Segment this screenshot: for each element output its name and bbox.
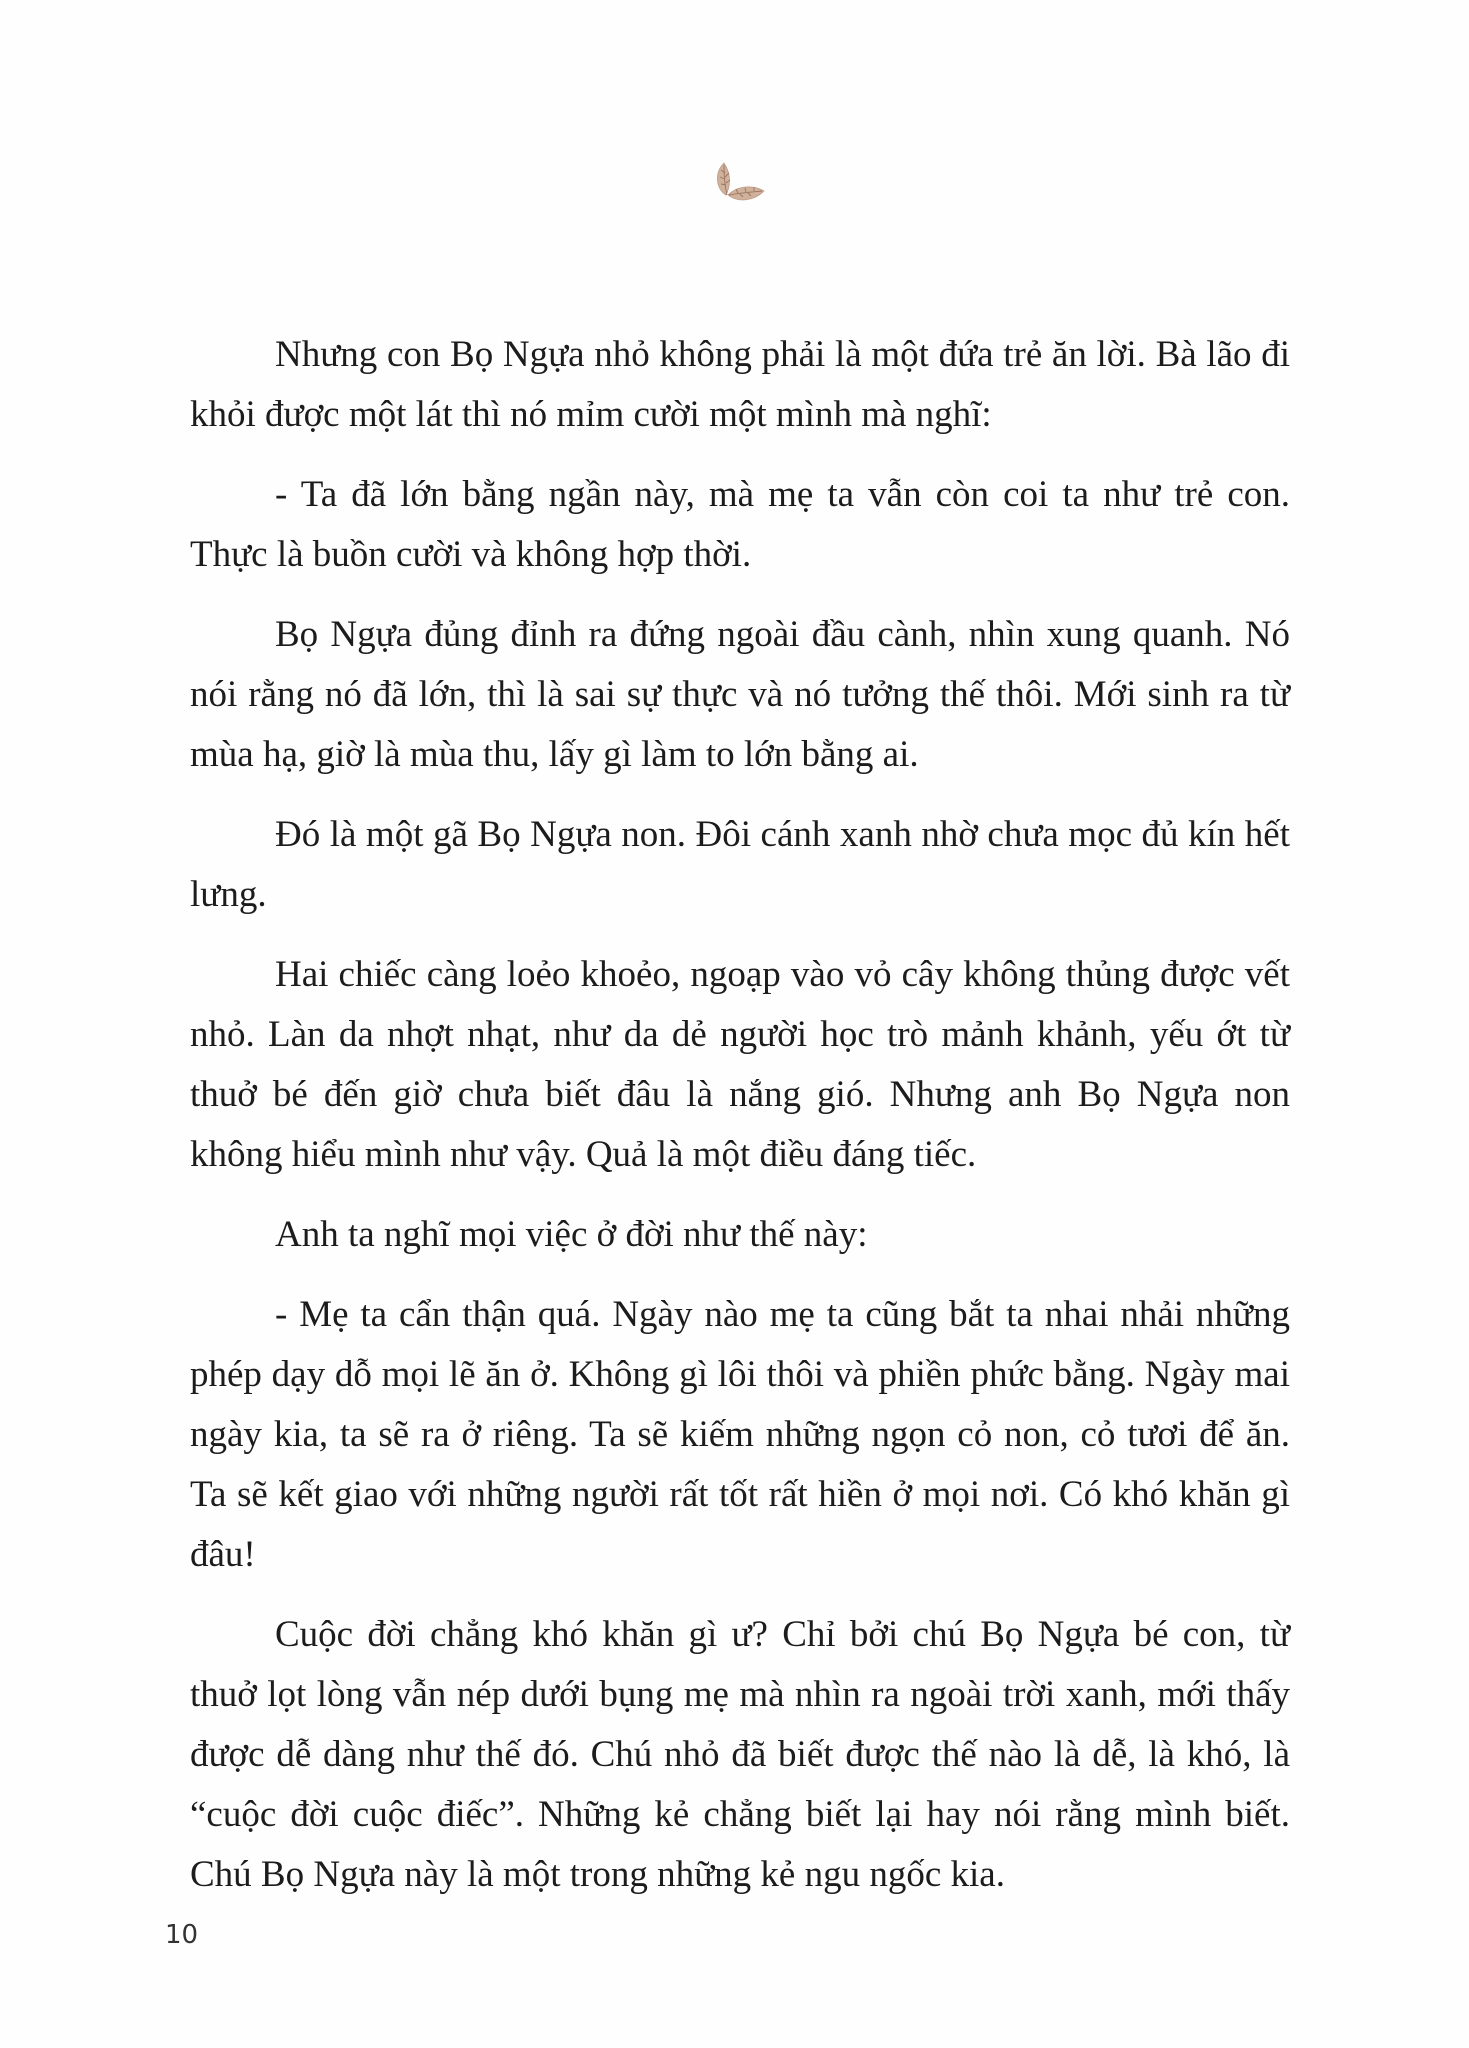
paragraph: - Ta đã lớn bằng ngần này, mà mẹ ta vẫn còn coi ta như trẻ con. Thực là buồn cười và không hợp thời. bbox=[190, 474, 1290, 575]
paragraph: Nhưng con Bọ Ngựa nhỏ không phải là một đứa trẻ ăn lời. Bà lão đi khỏi được một lát thì nó mỉm cười một mình mà nghĩ: bbox=[190, 334, 1290, 435]
page-number: 10 bbox=[165, 1920, 199, 1950]
paragraph: Bọ Ngựa đủng đỉnh ra đứng ngoài đầu cành, nhìn xung quanh. Nó nói rằng nó đã lớn, thì là sai sự thực và nó tưởng thế thôi. Mới sinh ra từ mùa hạ, giờ là mùa thu, lấy gì làm to lớn bằng ai. bbox=[190, 614, 1290, 775]
paragraph: Anh ta nghĩ mọi việc ở đời như thế này: bbox=[275, 1214, 868, 1255]
body-text bbox=[190, 325, 1290, 1925]
paragraph: Hai chiếc càng loẻo khoẻo, ngoạp vào vỏ cây không thủng được vết nhỏ. Làn da nhợt nhạt, như da dẻ người học trò mảnh khảnh, yếu ớt từ thuở bé đến giờ chưa biết đâu là nắng gió. Nhưng anh Bọ Ngựa non không hiểu mình như vậy. Quả là một điều đáng tiếc. bbox=[190, 954, 1290, 1175]
paragraph: Cuộc đời chẳng khó khăn gì ư? Chỉ bởi chú Bọ Ngựa bé con, từ thuở lọt lòng vẫn nép dưới bụng mẹ mà nhìn ra ngoài trời xanh, mới thấy được dễ dàng như thế đó. Chú nhỏ đã biết được thế nào là dễ, là khó, là “cuộc đời cuộc điếc”. Những kẻ chẳng biết lại hay nói rằng mình biết. Chú Bọ Ngựa này là một trong những kẻ ngu ngốc kia. bbox=[190, 1614, 1290, 1895]
paragraph: - Mẹ ta cẩn thận quá. Ngày nào mẹ ta cũng bắt ta nhai nhải những phép dạy dỗ mọi lẽ ăn ở. Không gì lôi thôi và phiền phức bằng. Ngày mai ngày kia, ta sẽ ra ở riêng. Ta sẽ kiếm những ngọn cỏ non, cỏ tươi để ăn. Ta sẽ kết giao với những người rất tốt rất hiền ở mọi nơi. Có khó khăn gì đâu! bbox=[190, 1294, 1290, 1575]
paragraph: Đó là một gã Bọ Ngựa non. Đôi cánh xanh nhờ chưa mọc đủ kín hết lưng. bbox=[190, 814, 1290, 915]
leaf-sprig-icon bbox=[710, 155, 770, 215]
